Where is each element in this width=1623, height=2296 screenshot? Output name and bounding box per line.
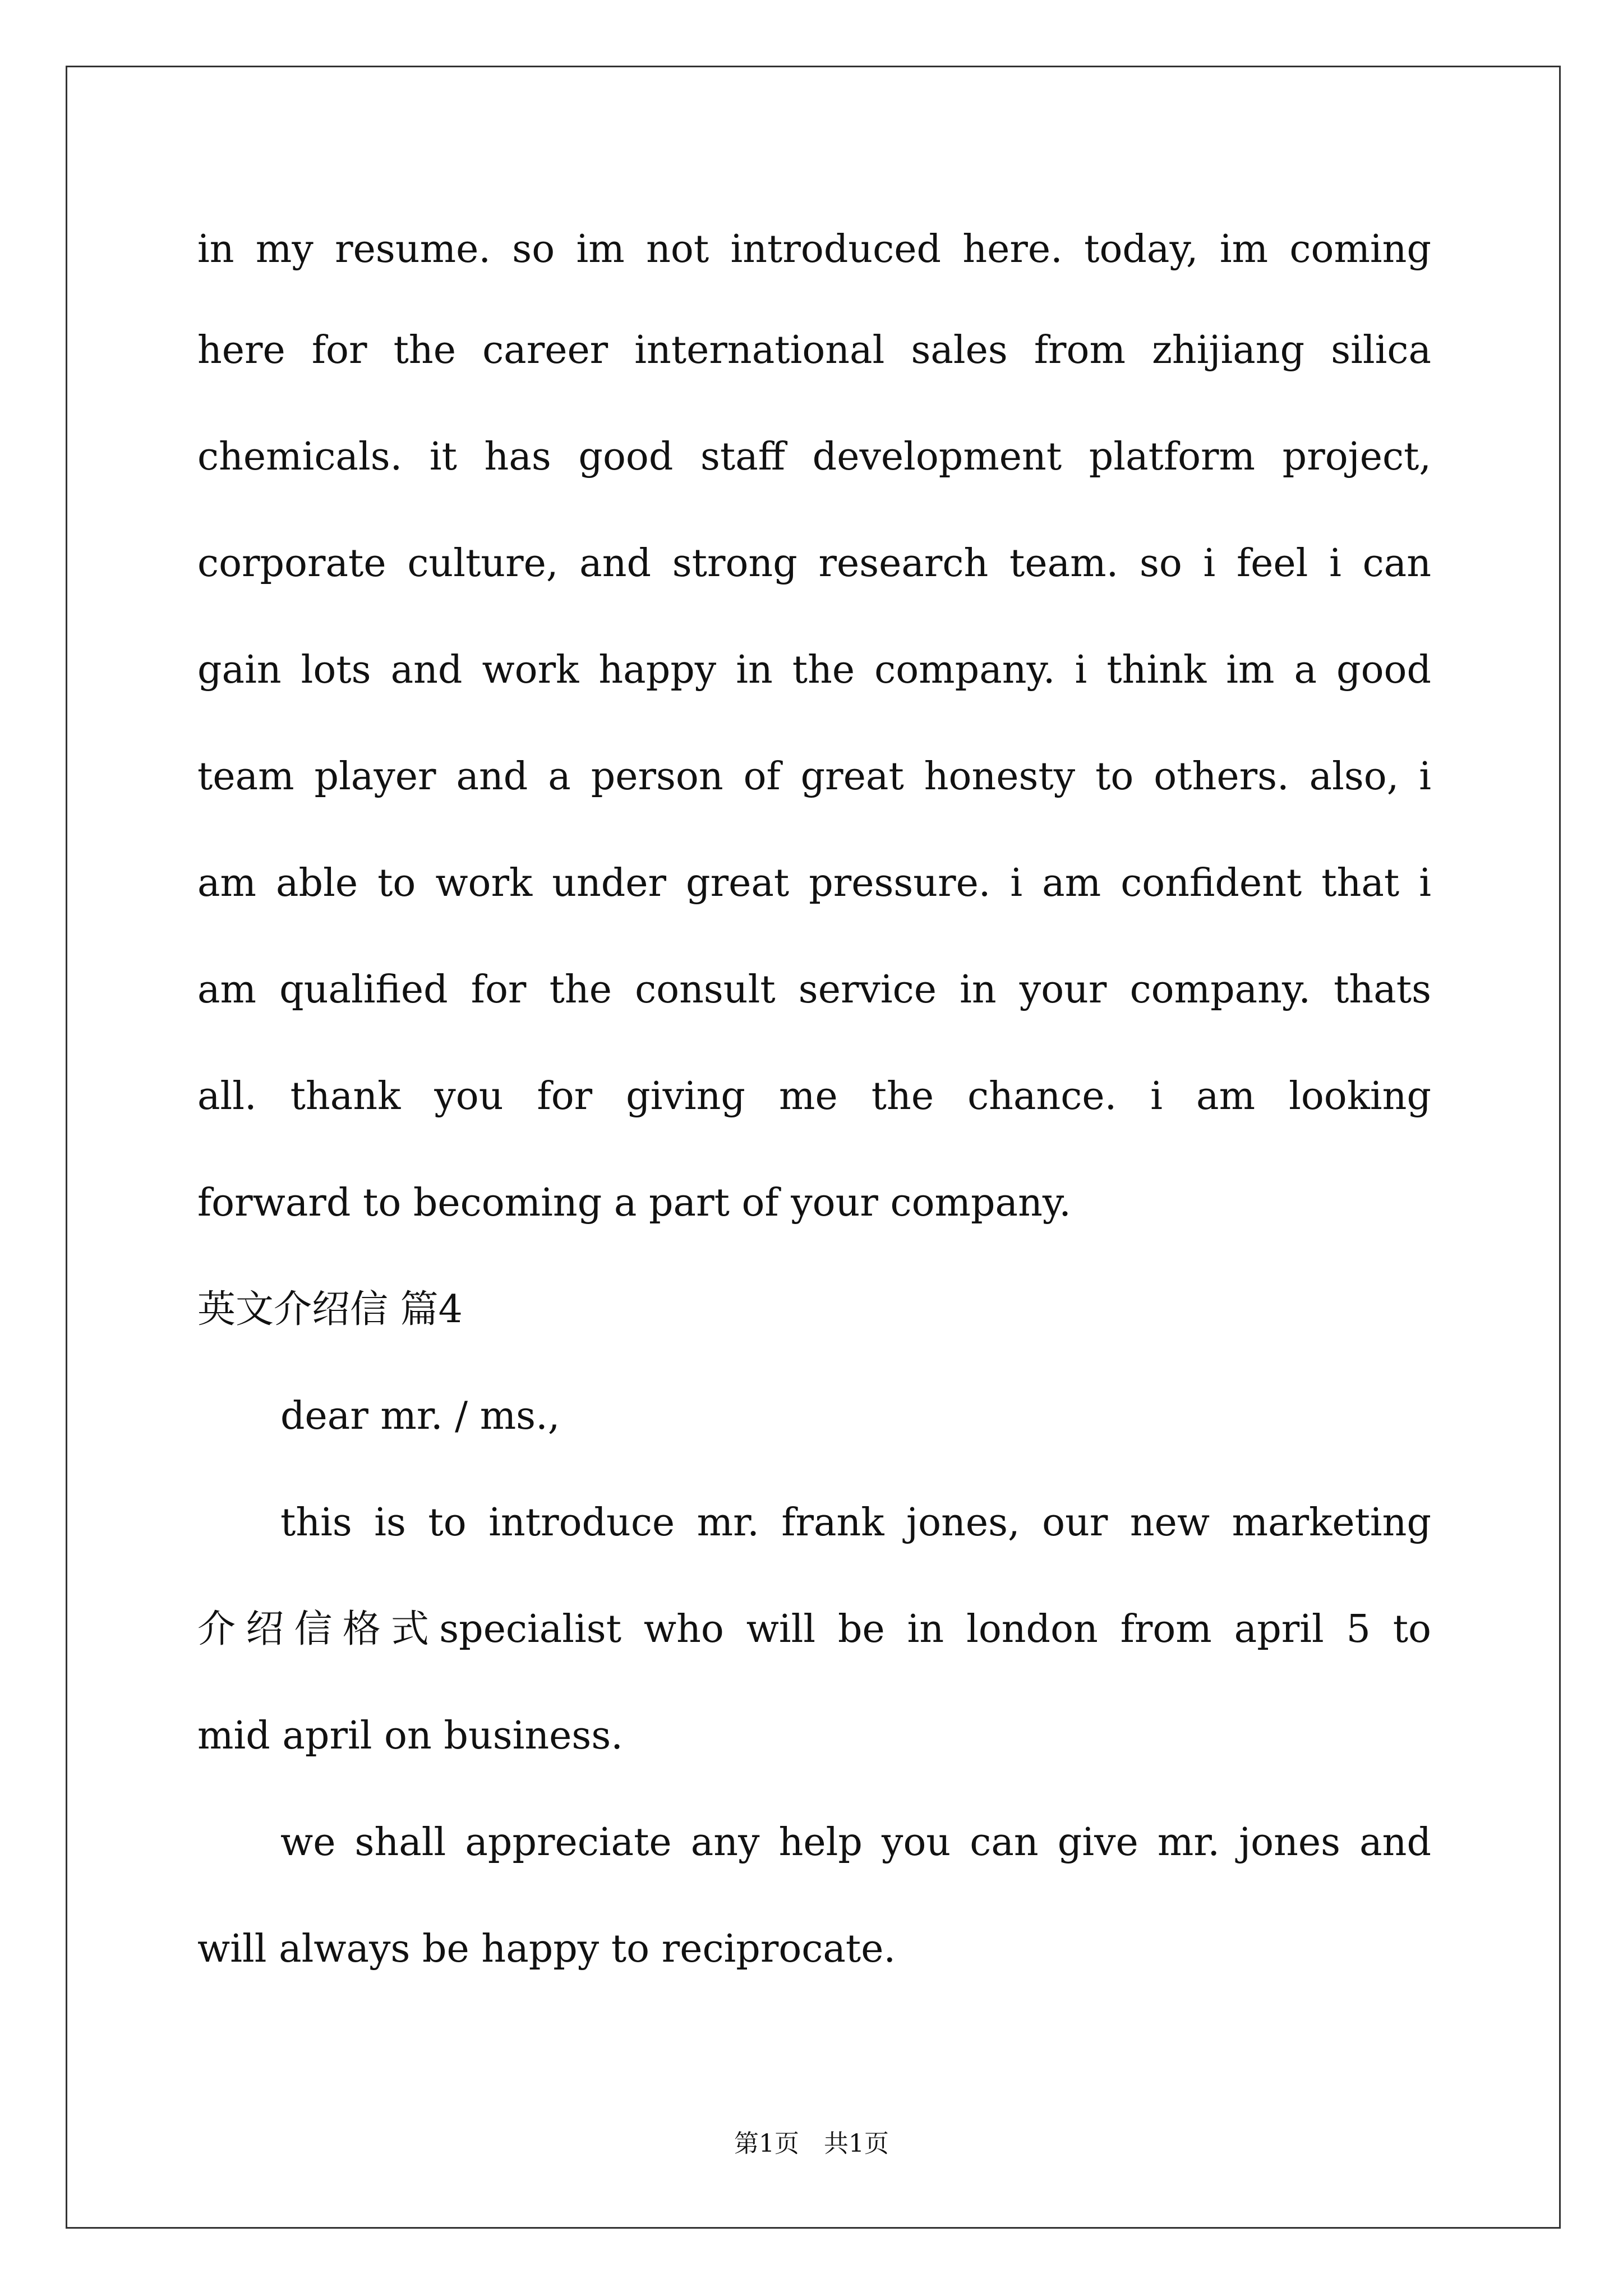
paragraph-2-line-2: will always be happy to reciprocate. — [197, 1927, 896, 1971]
body-line-9: all. thank you for giving me the chance. i am looking — [197, 1074, 1431, 1119]
body-line-7: am able to work under great pressure. i am confident that i — [197, 861, 1431, 905]
body-line-2: here for the career international sales from zhijiang silica — [197, 328, 1431, 372]
page-border — [66, 66, 1561, 2229]
paragraph-1-line-2: 介绍信格式specialist who will be in london from april 5 to — [197, 1607, 1431, 1651]
body-line-1: in my resume. so im not introduced here. today, im coming — [197, 227, 1431, 272]
body-line-4: corporate culture, and strong research team. so i feel i can — [197, 541, 1431, 586]
body-line-6: team player and a person of great honesty to others. also, i — [197, 754, 1431, 799]
page-footer: 第1页 共1页 — [734, 2129, 889, 2158]
section-heading: 英文介绍信 篇4 — [197, 1287, 463, 1332]
body-line-5: gain lots and work happy in the company. i think im a good — [197, 648, 1431, 692]
body-line-3: chemicals. it has good staff development platform project, — [197, 435, 1431, 479]
paragraph-1-line-3: mid april on business. — [197, 1714, 623, 1758]
salutation: dear mr. / ms., — [280, 1394, 560, 1438]
body-line-10: forward to becoming a part of your company. — [197, 1181, 1071, 1225]
body-line-8: am qualified for the consult service in your company. thats — [197, 968, 1431, 1012]
paragraph-2-line-1: we shall appreciate any help you can give mr. jones and — [280, 1820, 1431, 1865]
paragraph-1-line-1: this is to introduce mr. frank jones, our new marketing — [280, 1501, 1431, 1545]
